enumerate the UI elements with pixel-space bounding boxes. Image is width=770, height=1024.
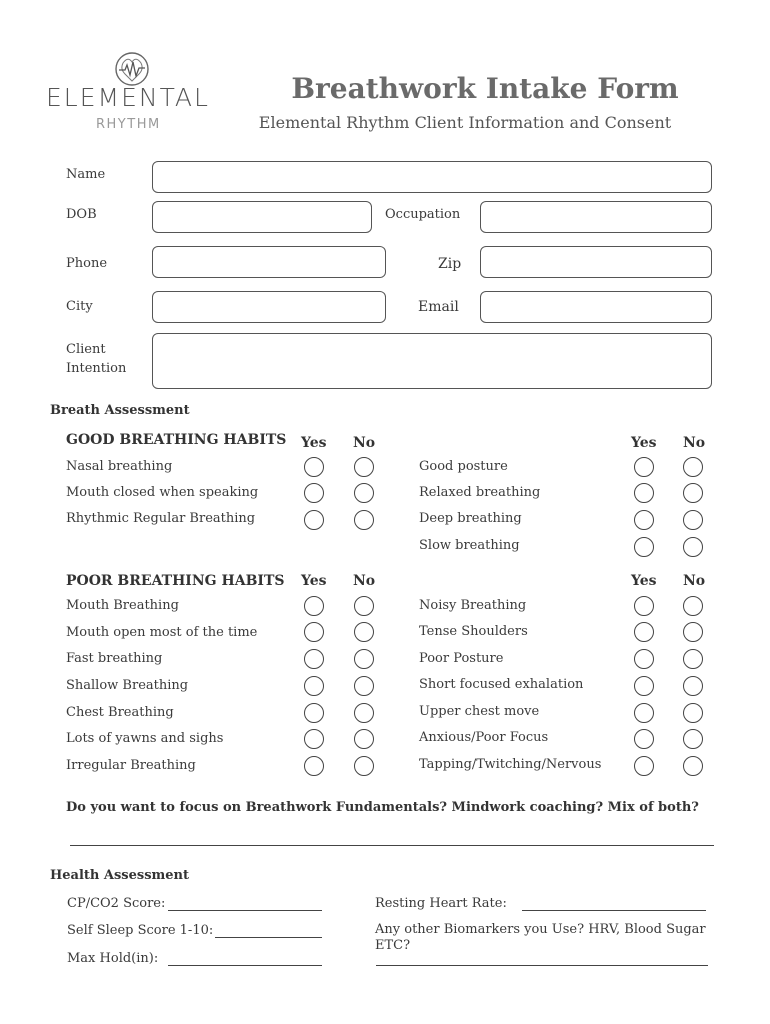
no-column-label: No: [353, 573, 376, 589]
poor-habits-heading: POOR BREATHING HABITS: [66, 573, 285, 589]
biomarkers-label-line1: Any other Biomarkers you Use? HRV, Blood Sugar: [375, 922, 706, 937]
city-label: City: [66, 299, 93, 314]
habit-label: Mouth Breathing: [66, 598, 179, 613]
yes-radio[interactable]: [634, 483, 654, 503]
yes-column-label: Yes: [631, 435, 657, 451]
yes-radio[interactable]: [634, 649, 654, 669]
intention-label-line1: Client: [66, 342, 106, 357]
biomarkers-field[interactable]: [376, 965, 708, 966]
no-radio[interactable]: [683, 483, 703, 503]
resting-heart-rate-label: Resting Heart Rate:: [375, 896, 507, 911]
yes-radio[interactable]: [304, 729, 324, 749]
yes-column-label: Yes: [301, 435, 327, 451]
habit-label: Anxious/Poor Focus: [419, 730, 549, 745]
habit-label: Deep breathing: [419, 511, 522, 526]
email-field[interactable]: [480, 291, 712, 323]
cp-co2-field[interactable]: [168, 910, 322, 911]
sleep-score-field[interactable]: [215, 937, 322, 938]
name-label: Name: [66, 167, 106, 182]
name-field[interactable]: [152, 161, 712, 193]
no-radio[interactable]: [354, 596, 374, 616]
no-radio[interactable]: [683, 649, 703, 669]
no-radio[interactable]: [683, 703, 703, 723]
yes-radio[interactable]: [304, 622, 324, 642]
max-hold-field[interactable]: [168, 965, 322, 966]
focus-answer-line[interactable]: [70, 845, 714, 846]
no-radio[interactable]: [683, 537, 703, 557]
habit-label: Poor Posture: [419, 651, 504, 666]
habit-label: Lots of yawns and sighs: [66, 731, 224, 746]
yes-radio[interactable]: [304, 649, 324, 669]
yes-radio[interactable]: [304, 756, 324, 776]
no-radio[interactable]: [354, 510, 374, 530]
habit-label: Tense Shoulders: [419, 624, 528, 639]
habit-label: Mouth closed when speaking: [66, 485, 259, 500]
resting-heart-rate-field[interactable]: [522, 910, 706, 911]
habit-label: Rhythmic Regular Breathing: [66, 511, 256, 526]
habit-label: Relaxed breathing: [419, 485, 541, 500]
breath-assessment-heading: Breath Assessment: [50, 403, 190, 418]
page-title: Breathwork Intake Form: [291, 72, 679, 105]
page-subtitle: Elemental Rhythm Client Information and Consent: [258, 113, 672, 132]
habit-label: Shallow Breathing: [66, 678, 189, 693]
yes-radio[interactable]: [634, 622, 654, 642]
yes-radio[interactable]: [304, 510, 324, 530]
cp-co2-label: CP/CO2 Score:: [67, 896, 166, 911]
habit-label: Chest Breathing: [66, 705, 174, 720]
habit-label: Fast breathing: [66, 651, 163, 666]
no-radio[interactable]: [683, 457, 703, 477]
habit-label: Good posture: [419, 459, 508, 474]
yes-radio[interactable]: [304, 596, 324, 616]
no-radio[interactable]: [683, 622, 703, 642]
yes-radio[interactable]: [304, 703, 324, 723]
client-intention-field[interactable]: [152, 333, 712, 389]
habit-label: Noisy Breathing: [419, 598, 527, 613]
habit-label: Irregular Breathing: [66, 758, 196, 773]
yes-radio[interactable]: [304, 676, 324, 696]
email-label: Email: [418, 299, 459, 315]
city-field[interactable]: [152, 291, 386, 323]
zip-field[interactable]: [480, 246, 712, 278]
logo-subtext: RHYTHM: [96, 117, 161, 132]
phone-field[interactable]: [152, 246, 386, 278]
no-radio[interactable]: [354, 483, 374, 503]
yes-radio[interactable]: [634, 537, 654, 557]
no-radio[interactable]: [683, 510, 703, 530]
no-radio[interactable]: [354, 649, 374, 669]
habit-label: Nasal breathing: [66, 459, 173, 474]
yes-radio[interactable]: [634, 729, 654, 749]
no-radio[interactable]: [354, 703, 374, 723]
sleep-score-label: Self Sleep Score 1-10:: [67, 923, 214, 938]
no-radio[interactable]: [354, 622, 374, 642]
no-radio[interactable]: [354, 676, 374, 696]
no-radio[interactable]: [354, 457, 374, 477]
yes-radio[interactable]: [634, 457, 654, 477]
yes-column-label: Yes: [631, 573, 657, 589]
yes-radio[interactable]: [634, 510, 654, 530]
occupation-field[interactable]: [480, 201, 712, 233]
habit-label: Slow breathing: [419, 538, 520, 553]
no-radio[interactable]: [683, 756, 703, 776]
occupation-label: Occupation: [385, 207, 461, 222]
no-column-label: No: [683, 573, 706, 589]
no-radio[interactable]: [683, 596, 703, 616]
yes-radio[interactable]: [634, 703, 654, 723]
habit-label: Mouth open most of the time: [66, 625, 258, 640]
habit-label: Short focused exhalation: [419, 677, 584, 692]
yes-radio[interactable]: [634, 676, 654, 696]
dob-field[interactable]: [152, 201, 372, 233]
dob-label: DOB: [66, 207, 97, 222]
no-radio[interactable]: [354, 729, 374, 749]
logo-wordmark: ELEMENTAL: [46, 83, 210, 112]
yes-column-label: Yes: [301, 573, 327, 589]
biomarkers-label-line2: ETC?: [375, 938, 411, 953]
health-assessment-heading: Health Assessment: [50, 868, 190, 883]
good-habits-heading: GOOD BREATHING HABITS: [66, 432, 287, 448]
habit-label: Tapping/Twitching/Nervous: [419, 757, 602, 772]
max-hold-label: Max Hold(in):: [67, 951, 159, 966]
yes-radio[interactable]: [634, 596, 654, 616]
no-radio[interactable]: [683, 729, 703, 749]
yes-radio[interactable]: [304, 483, 324, 503]
yes-radio[interactable]: [634, 756, 654, 776]
habit-label: Upper chest move: [419, 704, 540, 719]
no-column-label: No: [353, 435, 376, 451]
focus-question: Do you want to focus on Breathwork Fundamentals? Mindwork coaching? Mix of both?: [66, 800, 699, 815]
zip-label: Zip: [438, 256, 462, 272]
no-radio[interactable]: [683, 676, 703, 696]
no-column-label: No: [683, 435, 706, 451]
no-radio[interactable]: [354, 756, 374, 776]
yes-radio[interactable]: [304, 457, 324, 477]
phone-label: Phone: [66, 256, 108, 271]
intention-label-line2: Intention: [66, 361, 127, 376]
